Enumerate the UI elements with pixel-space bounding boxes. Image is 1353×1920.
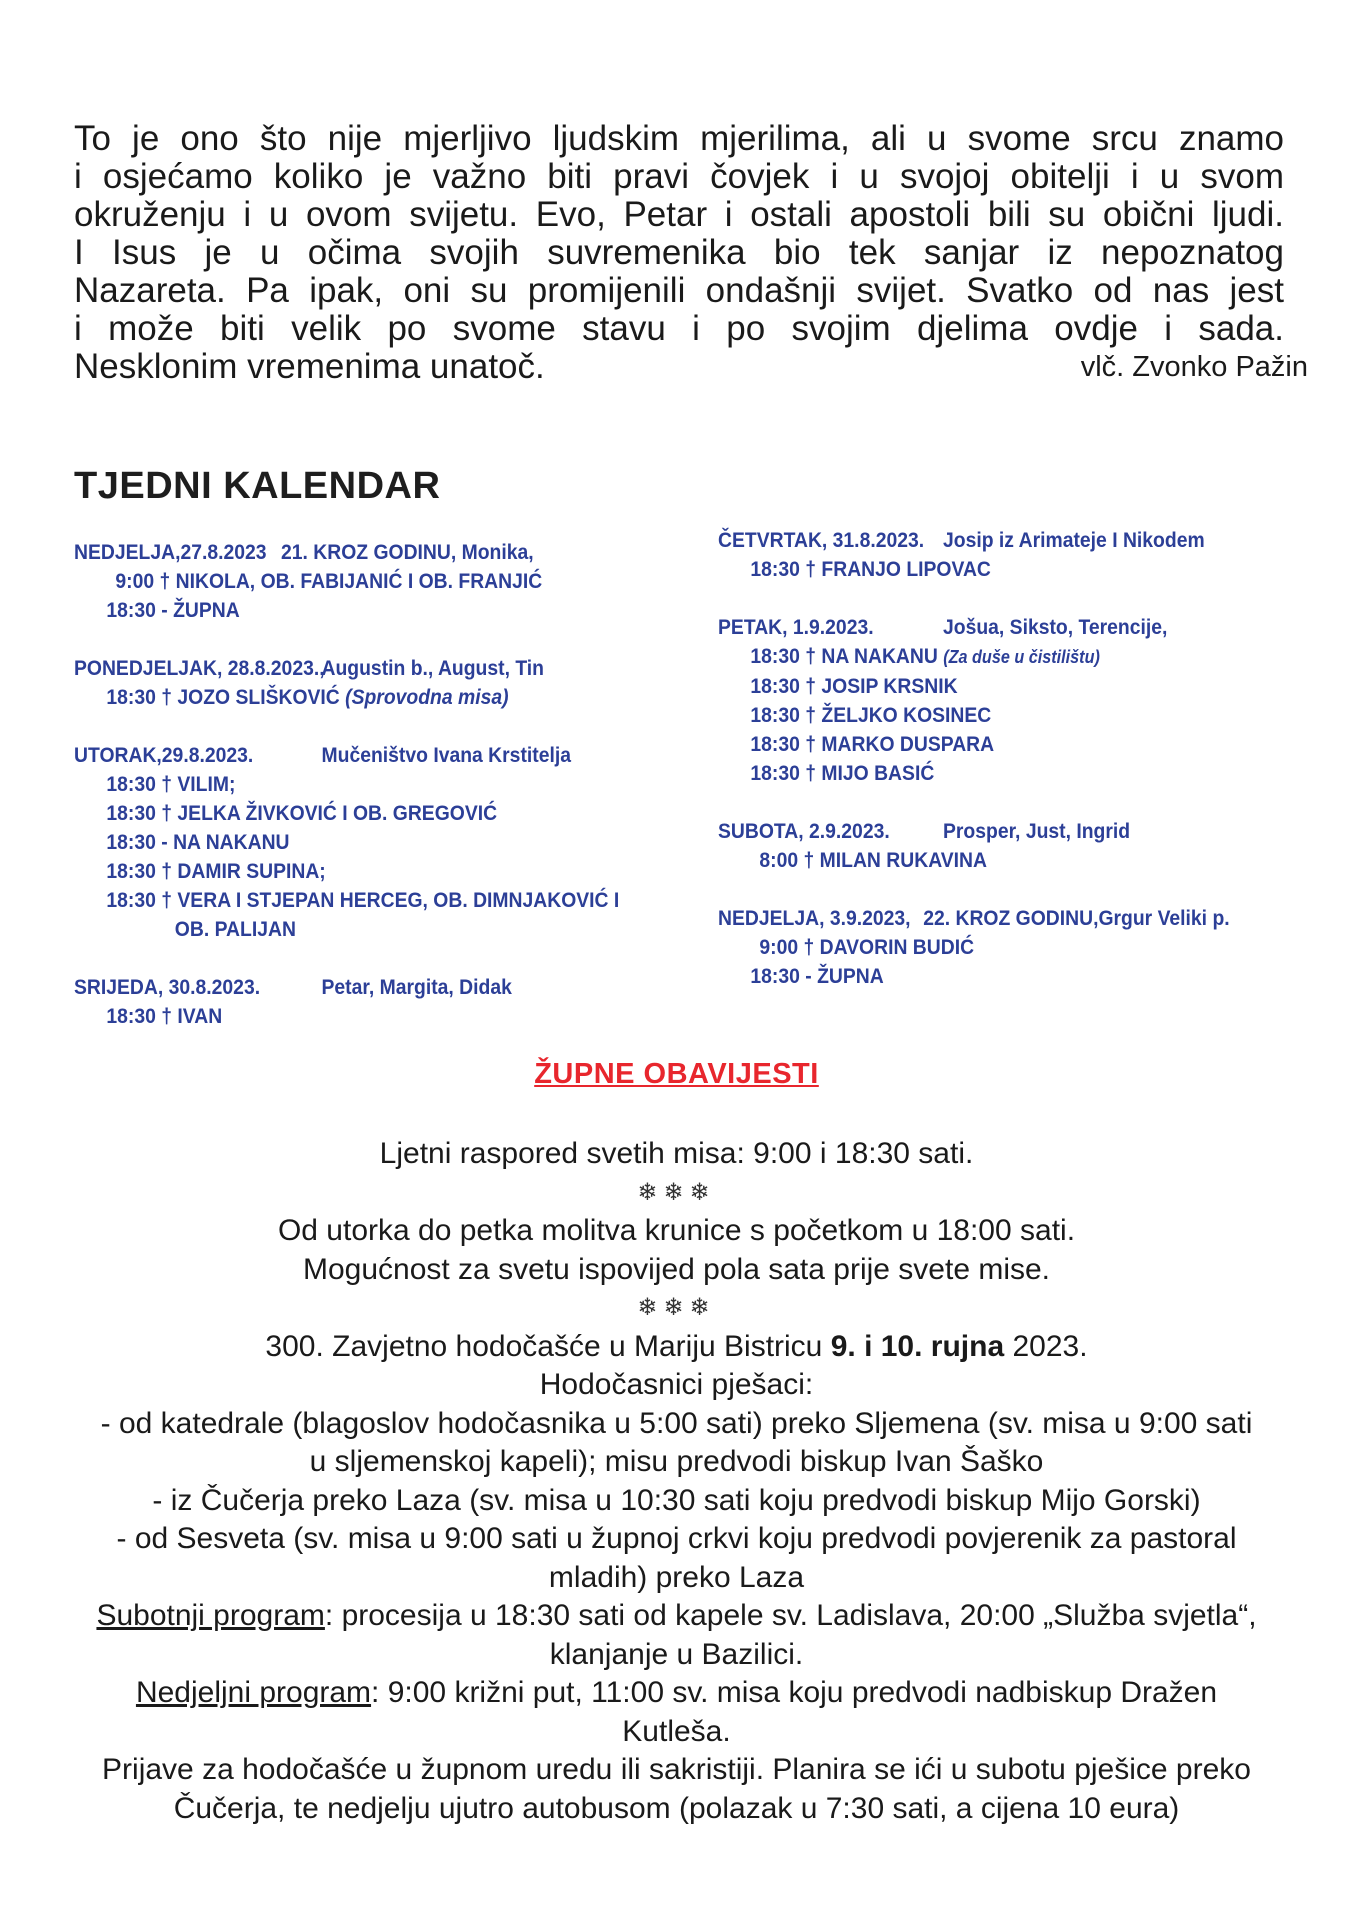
mass-entry: 8:00 † MILAN RUKAVINA [759, 848, 987, 872]
snowflake-divider-icon: ❄❄❄ [637, 1178, 716, 1206]
notice-line: Od utorka do petka molitva krunice s početkom u 18:00 sati. [277, 1214, 1076, 1247]
mass-note: (Za duše u čistilištu) [943, 647, 1100, 667]
mass-entry: 18:30 † JELKA ŽIVKOVIĆ I OB. GREGOVIĆ [106, 801, 498, 825]
calendar-day [74, 654, 722, 712]
mass-entry: 18:30 † MARKO DUSPARA [750, 732, 995, 756]
mass-entry: 18:30 - ŽUPNA [106, 598, 240, 622]
day-saints: Jošua, Siksto, Terencije, [943, 615, 1168, 639]
day-heading: PETAK, 1.9.2023. [718, 615, 874, 639]
day-saints: 21. KROZ GODINU, Monika, [281, 540, 534, 564]
mass-entry: 18:30 - NA NAKANU [106, 830, 290, 854]
mass-entry: 18:30 † FRANJO LIPOVAC [750, 557, 991, 581]
pilgrimage-dates: 9. i 10. rujna [830, 1329, 1005, 1363]
calendar-day [74, 973, 722, 1031]
day-saints: 22. KROZ GODINU,Grgur Veliki p. [923, 906, 1230, 930]
day-heading: NEDJELJA,27.8.2023 [74, 540, 267, 564]
notice-line: Ljetni raspored svetih misa: 9:00 i 18:30 sati. [379, 1137, 974, 1170]
mass-entry-continuation: OB. PALIJAN [174, 917, 296, 941]
intro-line: Nazareta. Pa ipak, oni su promijenili ondašnji svijet. Svatko od nas jest [74, 271, 1284, 310]
mass-entry: 18:30 † IVAN [106, 1004, 223, 1028]
sunday-program-label: Nedjeljni program [135, 1676, 372, 1709]
calendar-day [718, 613, 1303, 788]
intro-line: okruženju i u ovom svijetu. Evo, Petar i ostali apostoli bili su obični ljudi. [74, 195, 1284, 234]
mass-entry: 18:30 † JOSIP KRSNIK [750, 674, 958, 698]
intro-text [74, 119, 1308, 386]
notice-line: Prijave za hodočašće u župnom uredu ili sakristiji. Planira se ići u subotu pješice preko [102, 1753, 1251, 1786]
intro-line: To je ono što nije mjerljivo ljudskim mjerilima, ali u svome srcu znamo [74, 119, 1284, 158]
notice-line: klanjanje u Bazilici. [549, 1637, 804, 1671]
day-heading: PONEDJELJAK, 28.8.2023., [74, 656, 325, 680]
notice-line: Mogućnost za svetu ispovijed pola sata prije svete mise. [302, 1252, 1051, 1286]
calendar-right-column [718, 526, 1303, 1020]
calendar-day [74, 538, 722, 625]
sunday-program [40, 1674, 1313, 1713]
day-saints: Augustin b., August, Tin [321, 656, 544, 680]
day-saints: Petar, Margita, Didak [321, 975, 512, 999]
calendar-day [718, 904, 1303, 991]
notice-text: : 9:00 križni put, 11:00 sv. misa koju predvodi nadbiskup Dražen [371, 1676, 1218, 1709]
notice-text: : procesija u 18:30 sati od kapele sv. Ladislava, 20:00 „Služba svjetla“, [324, 1599, 1257, 1632]
route-line: - od katedrale (blagoslov hodočasnika u 5:00 sati) preko Sljemena (sv. misa u 9:00 sati [100, 1406, 1253, 1440]
calendar-day [74, 741, 722, 944]
notice-line: Hodočasnici pješaci: [539, 1368, 814, 1401]
notice-text: 2023. [1004, 1329, 1088, 1363]
day-heading: NEDJELJA, 3.9.2023, [718, 906, 911, 930]
pilgrimage-line [40, 1328, 1313, 1367]
calendar-day [718, 526, 1303, 584]
day-saints: Mučeništvo Ivana Krstitelja [321, 743, 571, 767]
snowflake-divider-icon: ❄❄❄ [637, 1294, 716, 1321]
notice-line: Kutleša. [622, 1714, 731, 1748]
calendar-title: TJEDNI KALENDAR [74, 465, 441, 507]
intro-line: I Isus je u očima svojih suvremenika bio tek sanjar iz nepoznatog [74, 233, 1284, 272]
author: vlč. Zvonko Pažin [1080, 351, 1308, 383]
notices [40, 1135, 1313, 1828]
notice-line: Čučerja, te nedjelju ujutro autobusom (polazak u 7:30 sati, a cijena 10 eura) [173, 1791, 1180, 1825]
intro-line: Nesklonim vremenima unatoč. [74, 347, 545, 386]
mass-entry: 18:30 † DAMIR SUPINA; [106, 859, 326, 883]
day-heading: ČETVRTAK, 31.8.2023. [718, 528, 925, 552]
day-saints: Prosper, Just, Ingrid [943, 819, 1131, 843]
route-line: mladih) preko Laza [548, 1560, 805, 1594]
mass-note: (Sprovodna misa) [345, 685, 509, 709]
saturday-program [40, 1597, 1313, 1636]
intro-line: i osjećamo koliko je važno biti pravi čovjek i u svojoj obitelji i u svom [74, 157, 1284, 196]
day-saints: Josip iz Arimateje I Nikodem [943, 528, 1205, 552]
saturday-program-label: Subotnji program [96, 1599, 325, 1632]
route-line: - od Sesveta (sv. misa u 9:00 sati u župnoj crkvi koju predvodi povjerenik za pastoral [116, 1522, 1237, 1555]
intro-line: i može biti velik po svome stavu i po svojim djelima ovdje i sada. [74, 309, 1284, 348]
notice-text: 300. Zavjetno hodočašće u Mariju Bistricu [265, 1329, 831, 1363]
mass-entry: 18:30 † NA NAKANU [750, 644, 938, 668]
calendar-day [718, 817, 1303, 875]
mass-entry: 18:30 † JOZO SLIŠKOVIĆ [106, 685, 340, 709]
day-heading: SUBOTA, 2.9.2023. [718, 819, 890, 843]
mass-entry: 18:30 † ŽELJKO KOSINEC [750, 703, 992, 727]
mass-entry: 9:00 † DAVORIN BUDIĆ [759, 935, 975, 959]
route-line: - iz Čučerja preko Laza (sv. misa u 10:30 sati koju predvodi biskup Mijo Gorski) [152, 1483, 1201, 1517]
day-heading: UTORAK,29.8.2023. [74, 743, 254, 767]
day-heading: SRIJEDA, 30.8.2023. [74, 975, 261, 999]
notices-title: ŽUPNE OBAVIJESTI [534, 1058, 819, 1090]
mass-entry: 9:00 † NIKOLA, OB. FABIJANIĆ I OB. FRANJIĆ [115, 569, 543, 593]
mass-entry: 18:30 † VERA I STJEPAN HERCEG, OB. DIMNJAKOVIĆ I [106, 888, 620, 912]
mass-entry: 18:30 † VILIM; [106, 772, 236, 796]
mass-entry: 18:30 - ŽUPNA [750, 964, 884, 988]
mass-entry: 18:30 † MIJO BASIĆ [750, 761, 935, 785]
route-line: u sljemenskoj kapeli); misu predvodi biskup Ivan Šaško [309, 1445, 1044, 1478]
calendar-left-column [74, 538, 722, 1060]
